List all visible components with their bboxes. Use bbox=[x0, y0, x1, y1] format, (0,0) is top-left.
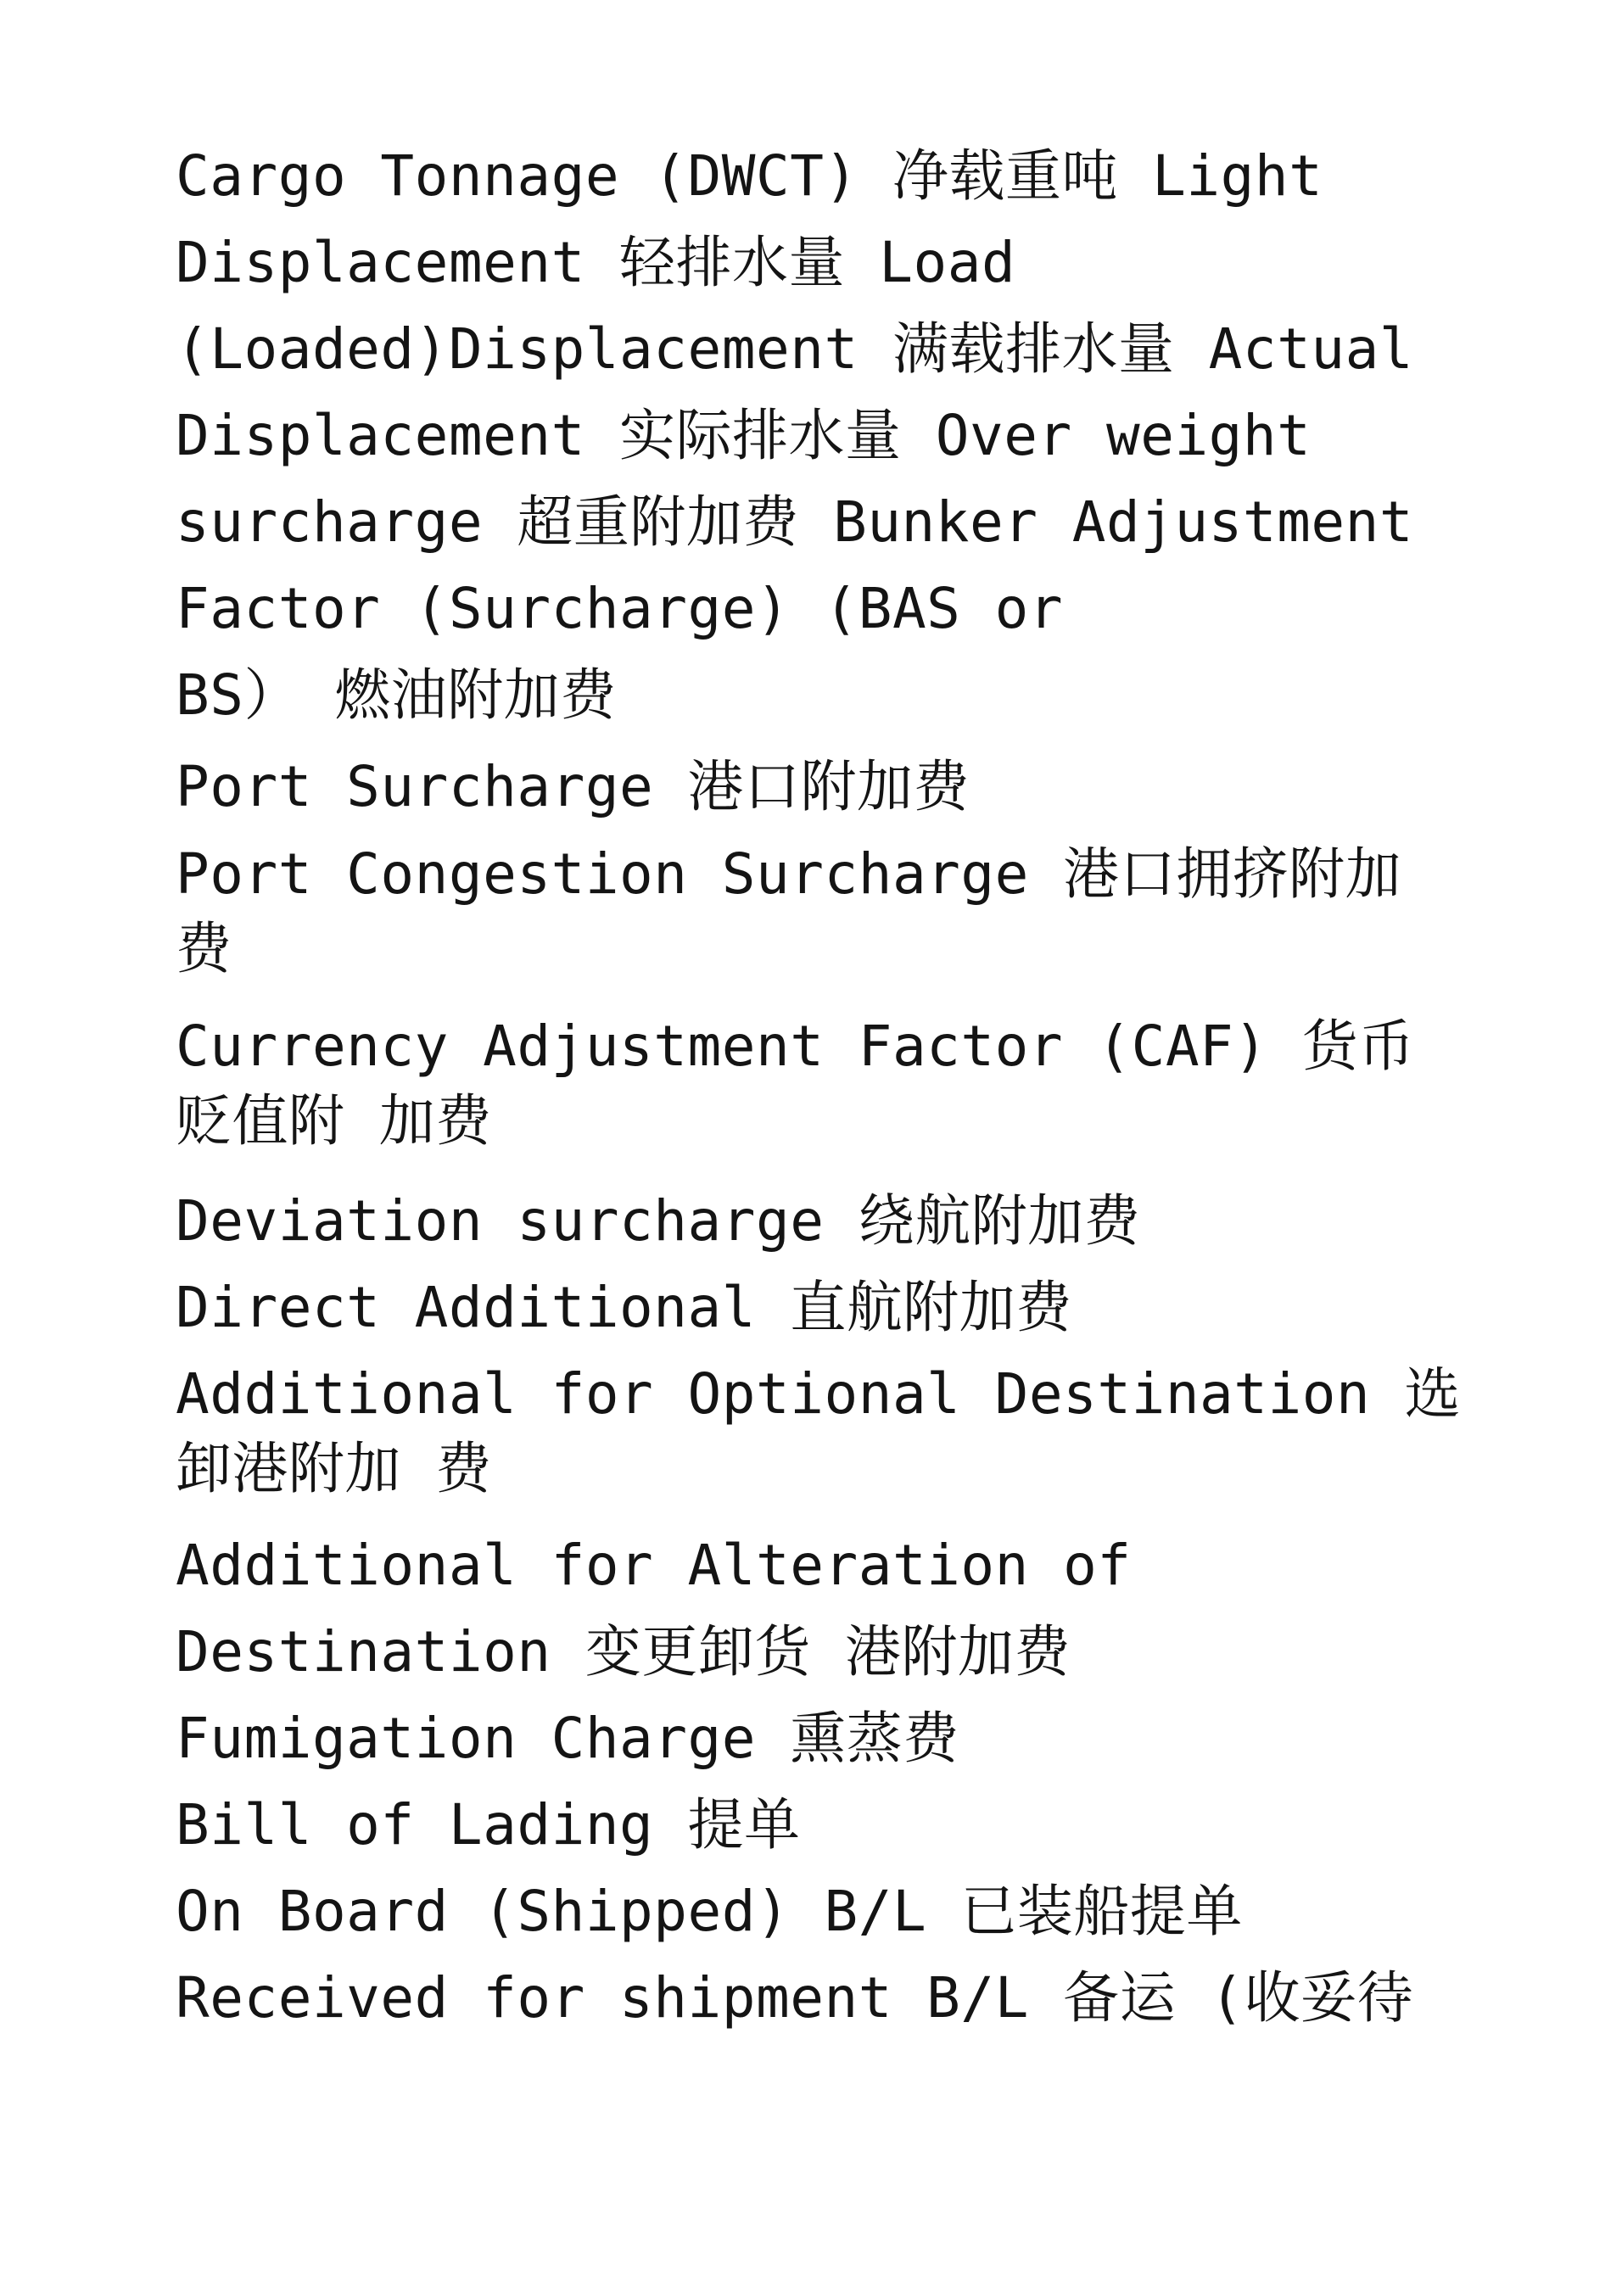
text-line: Bill of Lading 提单 bbox=[176, 1792, 801, 1857]
text-line: Displacement 轻排水量 Load bbox=[176, 230, 1016, 295]
text-line: 费 bbox=[176, 916, 232, 981]
text-line: On Board (Shipped) B/L 已装船提单 bbox=[176, 1879, 1243, 1944]
text-line: Port Surcharge 港口附加费 bbox=[176, 754, 970, 819]
text-line: Displacement 实际排水量 Over weight bbox=[176, 403, 1312, 468]
glossary-text bbox=[176, 0, 1461, 2296]
text-line: Currency Adjustment Factor (CAF) 货币 bbox=[176, 1014, 1415, 1079]
text-line: Cargo Tonnage (DWCT) 净载重吨 Light bbox=[176, 143, 1323, 209]
text-line: surcharge 超重附加费 Bunker Adjustment bbox=[176, 489, 1414, 555]
text-line: Port Congestion Surcharge 港口拥挤附加 bbox=[176, 841, 1402, 907]
text-line: Deviation surcharge 绕航附加费 bbox=[176, 1188, 1141, 1254]
text-line: Destination 变更卸货 港附加费 bbox=[176, 1619, 1071, 1684]
text-line: (Loaded)Displacement 满载排水量 Actual bbox=[176, 316, 1414, 382]
text-line: Factor (Surcharge) (BAS or bbox=[176, 576, 1064, 641]
text-line: Fumigation Charge 熏蒸费 bbox=[176, 1706, 959, 1771]
text-line: Additional for Optional Destination 选 bbox=[176, 1361, 1461, 1427]
text-line: Additional for Alteration of bbox=[176, 1533, 1132, 1598]
text-line: 贬值附 加费 bbox=[176, 1088, 492, 1154]
text-line: BS） 燃油附加费 bbox=[176, 662, 617, 728]
text-line: Received for shipment B/L 备运 (收妥待 bbox=[176, 1965, 1414, 2031]
text-line: Direct Additional 直航附加费 bbox=[176, 1275, 1072, 1340]
text-line: 卸港附加 费 bbox=[176, 1436, 492, 1501]
